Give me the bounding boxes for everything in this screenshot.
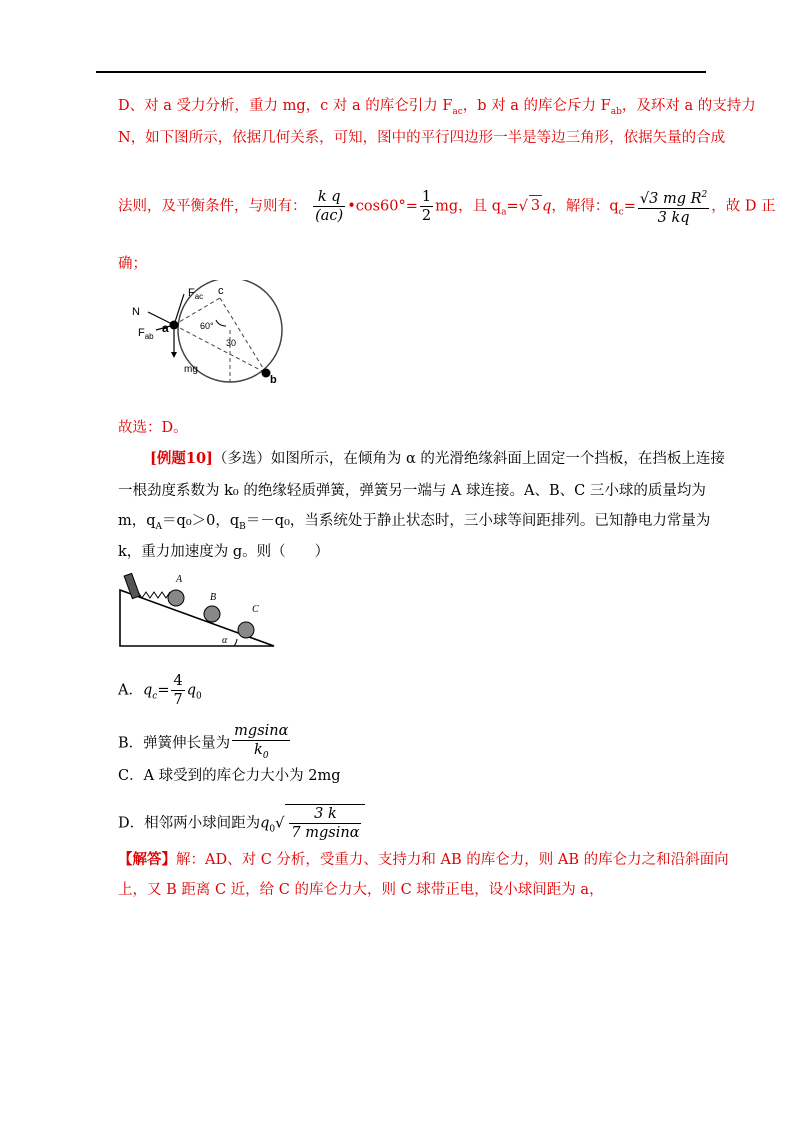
header-rule bbox=[96, 71, 706, 73]
label-ball-C: C bbox=[252, 604, 259, 615]
prev-line-3: 法则，及平衡条件，与则有： $\frac{\text{k q}}{(ac)}$ •cos60°= $\frac{1}{2}$ mg，且 $q_a=√$ 3 q，解得：$q_c=$ $\frac{√3 mg R^2}{3 kq}$ ，故 D 正 bbox=[118, 186, 776, 227]
label-ball-B: B bbox=[210, 592, 217, 603]
option-D: D．相邻两小球间距为$q_0√$ $\frac{3 k}{7 mgsin\alpha}$ bbox=[118, 804, 365, 842]
result-fraction: $\frac{√3 mg R^2}{3 kq}$ bbox=[638, 186, 709, 227]
example-tag: [例题10] bbox=[150, 450, 213, 467]
option-A: A．$q_c=$ $\frac{4}{7}$ $q_0$ bbox=[118, 673, 202, 708]
example-line-2: 一根劲度系数为 k₀ 的绝缘轻质弹簧，弹簧另一端与 A 球连接。A、B、C 三小球的质量均为 bbox=[118, 483, 706, 499]
label-N: N bbox=[132, 306, 140, 318]
option-B-fraction: $\frac{mgsin\alpha}{k_0}$ bbox=[234, 723, 289, 761]
answer-line-1: 【解答】解：AD、对 C 分析，受重力、支持力和 AB 的库仑力，则 AB 的库仑力之和沿斜面向 bbox=[118, 851, 729, 868]
force-fraction: $\frac{\text{k q}}{(ac)}$ bbox=[315, 188, 344, 224]
half-fraction: $\frac{1}{2}$ bbox=[421, 188, 432, 224]
choose-answer: 故选：D。 bbox=[118, 420, 188, 436]
label-b: b bbox=[270, 374, 277, 386]
label-Fab: $F_{ab}$ bbox=[138, 327, 154, 341]
example-line-1: [例题10]（多选）如图所示，在倾角为 α 的光滑绝缘斜面上固定一个挡板，在挡板上连接 bbox=[150, 450, 725, 467]
option-D-fraction: $\frac{3 k}{7 mgsin\alpha}$ bbox=[291, 806, 360, 841]
label-Fac: $F_{ac}$ bbox=[188, 287, 204, 301]
incline-diagram bbox=[114, 568, 279, 652]
label-ball-A: A bbox=[176, 574, 183, 585]
label-a: a bbox=[162, 321, 169, 335]
ring-force-diagram bbox=[118, 280, 298, 400]
option-B: B．弹簧伸长量为 $\frac{mgsin\alpha}{k_0}$ bbox=[118, 722, 292, 765]
answer-line-2: 上，又 B 距离 C 近，给 C 的库仑力大，则 C 球带正电，设小球间距为 a， bbox=[118, 882, 604, 898]
option-A-fraction: $\frac{4}{7}$ bbox=[173, 673, 183, 708]
prev-line-2: N，如下图所示，依据几何关系，可知，图中的平行四边形一半是等边三角形，依据矢量的合成 bbox=[118, 130, 726, 146]
label-c: c bbox=[218, 285, 224, 297]
option-C: C．A 球受到的库仑力大小为 2mg bbox=[118, 768, 341, 784]
prev-line-1: D、对 a 受力分析，重力 mg，c 对 a 的库仑引力 $F_{ac}$，b 对 a 的库仑斥力 $F_{ab}$，及环对 a 的支持力 bbox=[118, 98, 756, 117]
answer-tag: 【解答】 bbox=[118, 851, 176, 868]
label-mg: mg bbox=[184, 364, 198, 375]
example-line-4: k，重力加速度为 g。则（ ） bbox=[118, 544, 330, 560]
example-line-3: m，$q_A=q_0>0$，$q_B=-q_0$，当系统处于静止状态时，三小球等间距排列。已知静电力常量为 bbox=[118, 513, 711, 532]
label-30: 30 bbox=[226, 338, 237, 348]
label-60deg: 60° bbox=[200, 321, 214, 331]
prev-line-4: 确； bbox=[118, 256, 147, 272]
label-alpha: α bbox=[222, 635, 228, 646]
